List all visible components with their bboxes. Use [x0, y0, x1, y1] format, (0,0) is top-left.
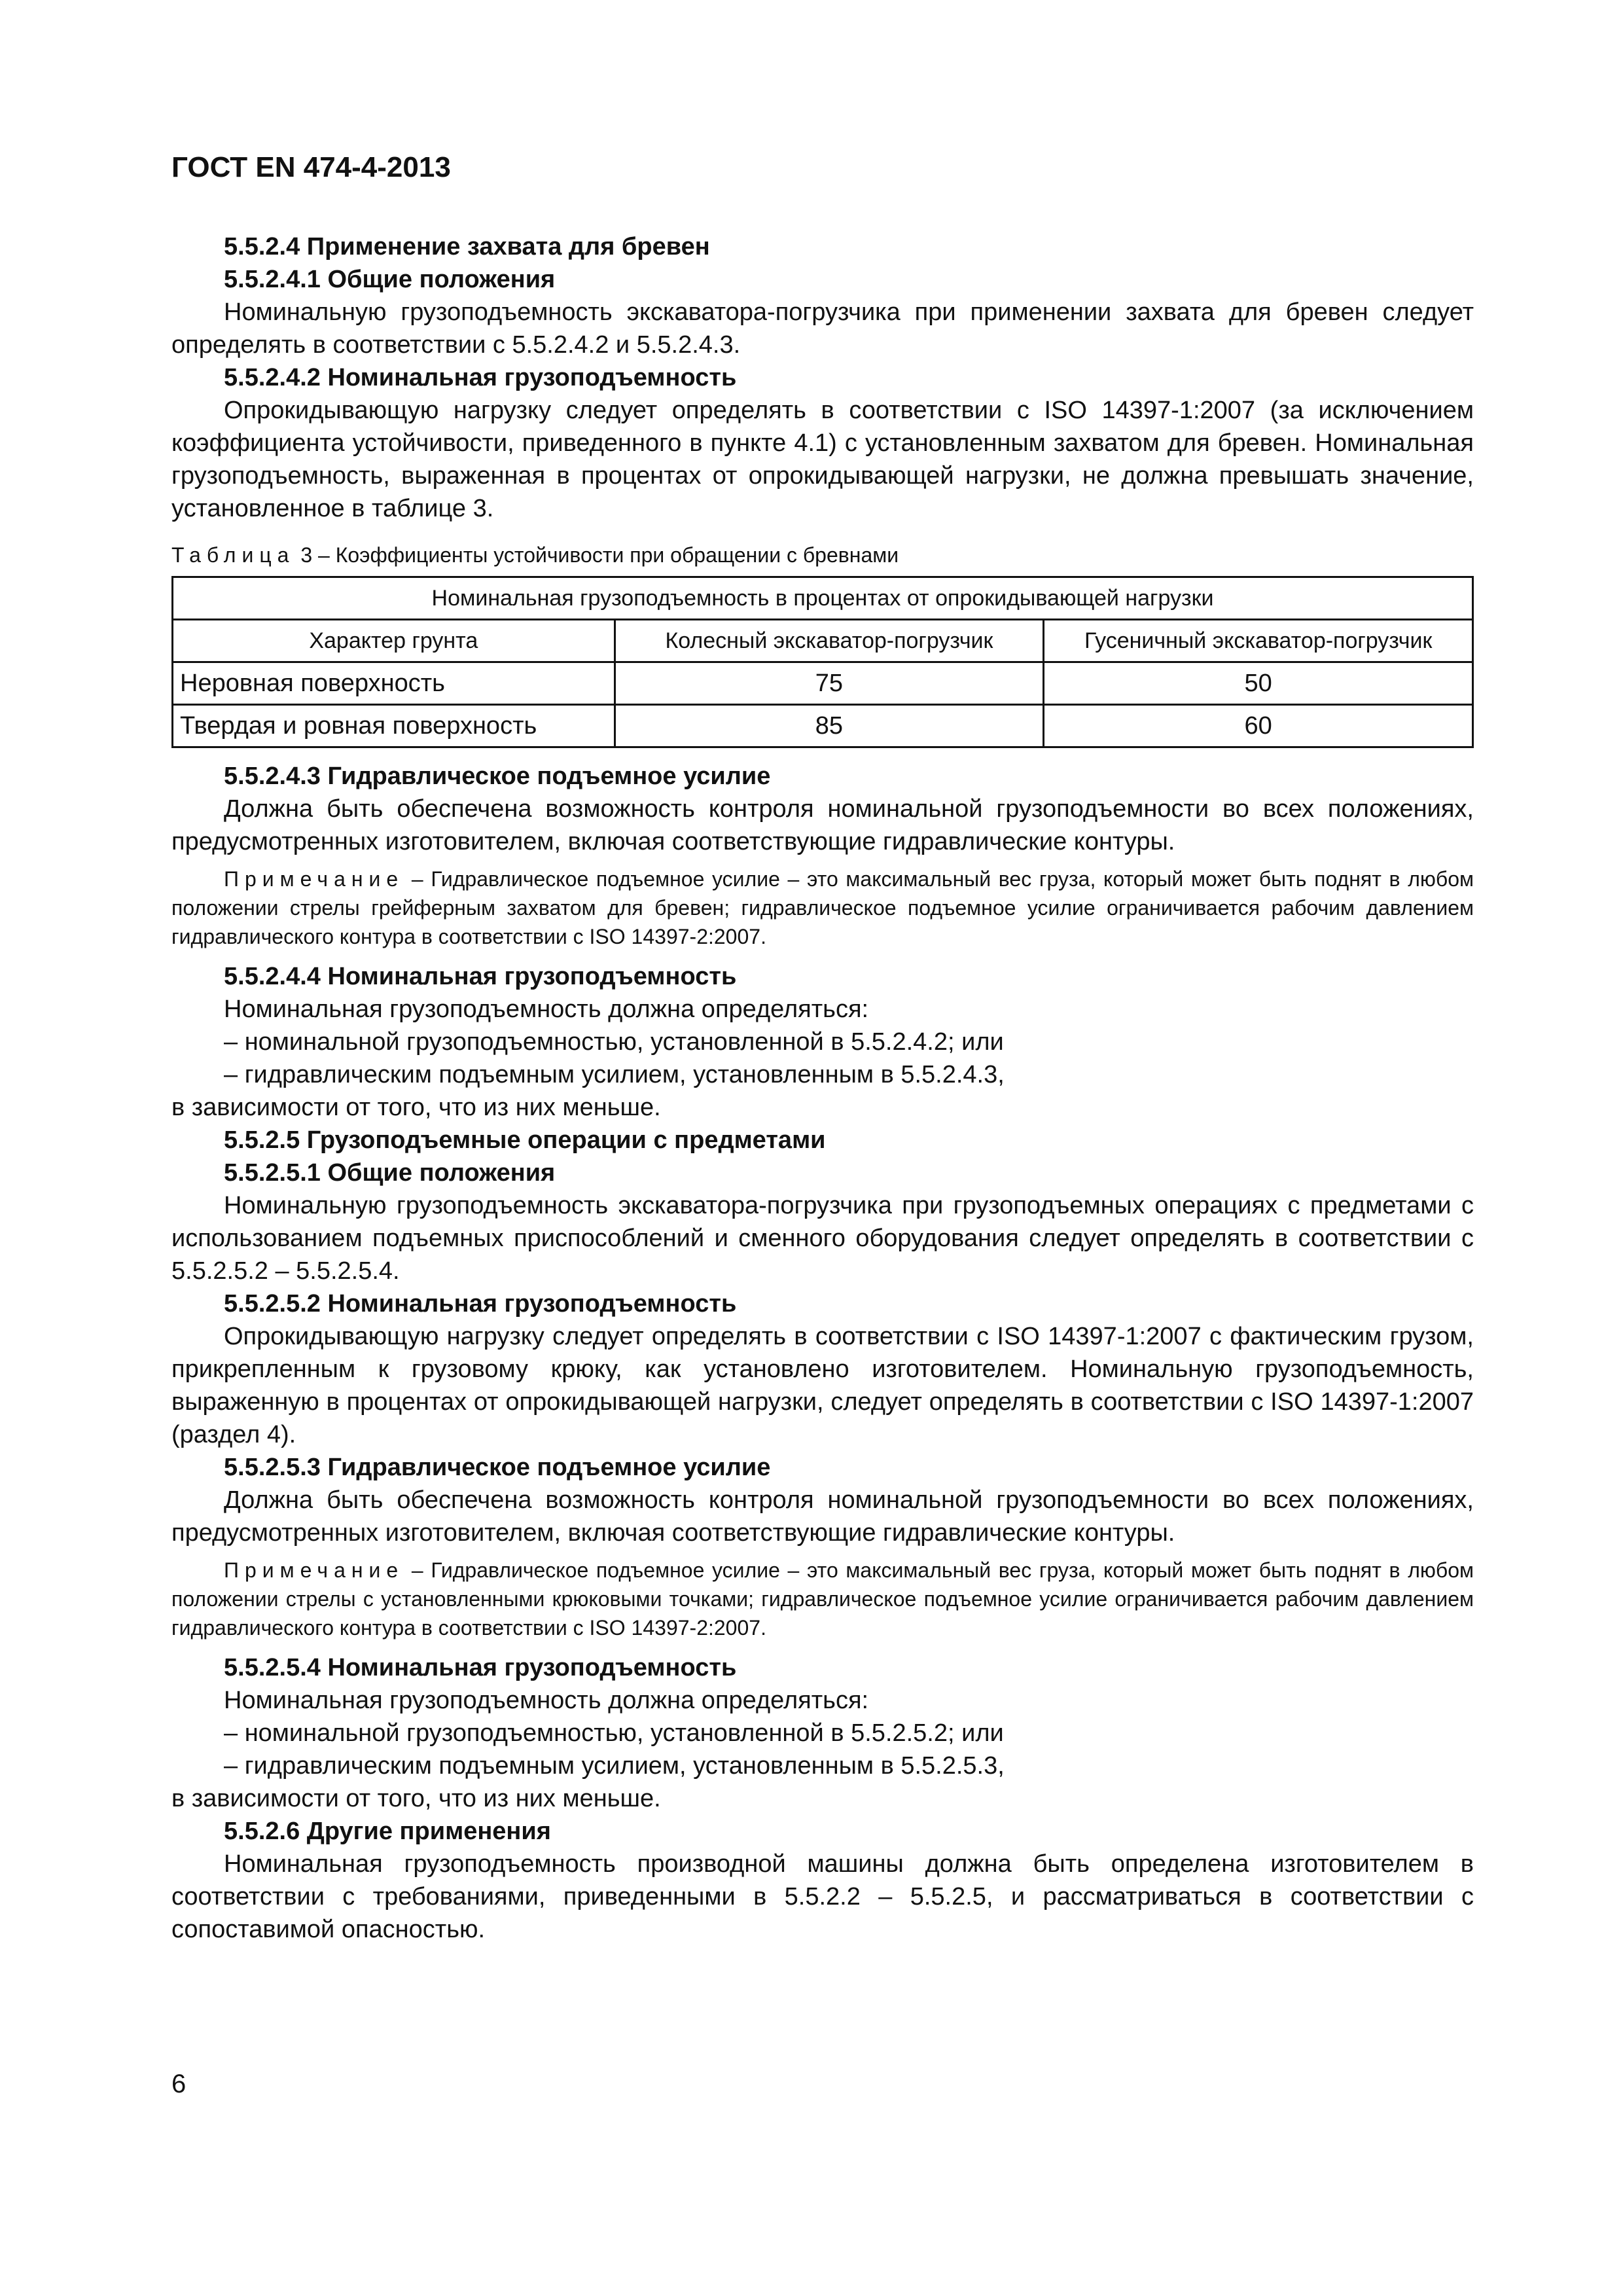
- subsection-heading: 5.5.2.5.4 Номинальная грузоподъемность: [224, 1654, 737, 1681]
- subsection-heading: 5.5.2.5.1 Общие положения: [224, 1159, 556, 1187]
- table-cell: 50: [1044, 662, 1473, 705]
- subsection-heading: 5.5.2.5.3 Гидравлическое подъемное усилие: [224, 1454, 771, 1481]
- note: [171, 1556, 1474, 1642]
- list-item: – номинальной грузоподъемностью, установленной в 5.5.2.4.2; или: [224, 1028, 1004, 1056]
- page-number: 6: [171, 2070, 187, 2098]
- section-5-5-2-4-4: [171, 960, 1474, 1124]
- subsection-heading: 5.5.2.4.2 Номинальная грузоподъемность: [224, 364, 737, 391]
- table-cell: 75: [615, 662, 1044, 705]
- table-header-row: [173, 620, 1473, 662]
- list-item: – гидравлическим подъемным усилием, установленным в 5.5.2.4.3,: [224, 1061, 1005, 1088]
- table-row: [173, 662, 1473, 705]
- table-cell: Твердая и ровная поверхность: [173, 705, 615, 747]
- table-cell: 85: [615, 705, 1044, 747]
- table-header-row: [173, 577, 1473, 620]
- paragraph: Опрокидывающую нагрузку следует определять в соответствии с ISO 14397-1:2007 (за исключением коэффициента устойчивости, приведенного в пункте 4.1) с установленным захватом для бревен. Номинальная грузоподъемность, выраженная в процентах от опрокидывающей нагрузки, не должна превышать значение, установленное в таблице 3.: [171, 397, 1474, 522]
- table-cell: 60: [1044, 705, 1473, 747]
- note-text: – Гидравлическое подъемное усилие – это максимальный вес груза, который может быть поднят в любом положении стрелы грейферным захватом для бревен; гидравлическое подъемное усилие ограничивается рабочим давлением гидравлического контура в соответствии с ISO 14397-2:2007.: [171, 867, 1474, 948]
- section-5-5-2-6: [171, 1815, 1474, 1946]
- section-heading: 5.5.2.6 Другие применения: [224, 1818, 551, 1845]
- section-heading: 5.5.2.4 Применение захвата для бревен: [224, 233, 710, 260]
- list-item: – номинальной грузоподъемностью, установленной в 5.5.2.5.2; или: [224, 1719, 1004, 1747]
- note-text: – Гидравлическое подъемное усилие – это максимальный вес груза, который может быть поднят в любом положении стрелы с установленными крюковыми точками; гидравлическое подъемное усилие ограничивается рабочим давлением гидравлического контура в соответствии с ISO 14397-2:2007.: [171, 1558, 1474, 1640]
- table-caption: [171, 541, 1474, 569]
- note-label: Примечание: [224, 1558, 404, 1582]
- paragraph: Номинальную грузоподъемность экскаватора-погрузчика при грузоподъемных операциях с предметами с использованием подъемных приспособлений и сменного оборудования следует определять в соответствии с 5.5.2.5.2 – 5.5.2.5.4.: [171, 1192, 1474, 1285]
- stability-table: [171, 576, 1474, 748]
- table-caption-text: 3 – Коэффициенты устойчивости при обращении с бревнами: [300, 543, 899, 567]
- paragraph: Номинальная грузоподъемность должна определяться:: [224, 1687, 869, 1714]
- subsection-heading: 5.5.2.5.2 Номинальная грузоподъемность: [224, 1290, 737, 1318]
- table-column-header: Колесный экскаватор-погрузчик: [615, 620, 1044, 662]
- subsection-heading: 5.5.2.4.3 Гидравлическое подъемное усилие: [224, 762, 771, 790]
- paragraph: Номинальную грузоподъемность экскаватора-погрузчика при применении захвата для бревен следует определять в соответствии с 5.5.2.4.2 и 5.5.2.4.3.: [171, 298, 1474, 359]
- paragraph: Должна быть обеспечена возможность контроля номинальной грузоподъемности во всех положениях, предусмотренных изготовителем, включая соответствующие гидравлические контуры.: [171, 1486, 1474, 1547]
- paragraph: в зависимости от того, что из них меньше.: [171, 1785, 661, 1812]
- paragraph: Номинальная грузоподъемность производной машины должна быть определена изготовителем в соответствии с требованиями, приведенными в 5.5.2.2 – 5.5.2.5, и рассматриваться в соответствии с сопоставимой опасностью.: [171, 1850, 1474, 1943]
- section-5-5-2-4-3: [171, 760, 1474, 951]
- paragraph: в зависимости от того, что из них меньше.: [171, 1094, 661, 1121]
- subsection-heading: 5.5.2.4.4 Номинальная грузоподъемность: [224, 963, 737, 990]
- list-item: – гидравлическим подъемным усилием, установленным в 5.5.2.5.3,: [224, 1752, 1005, 1780]
- table-column-header: Характер грунта: [173, 620, 615, 662]
- section-heading: 5.5.2.5 Грузоподъемные операции с предметами: [224, 1126, 826, 1154]
- subsection-heading: 5.5.2.4.1 Общие положения: [224, 266, 556, 293]
- note: [171, 865, 1474, 951]
- paragraph: Должна быть обеспечена возможность контроля номинальной грузоподъемности во всех положениях, предусмотренных изготовителем, включая соответствующие гидравлические контуры.: [171, 795, 1474, 855]
- section-5-5-2-5-4: [171, 1651, 1474, 1815]
- table-row: [173, 705, 1473, 747]
- table-column-header: Гусеничный экскаватор-погрузчик: [1044, 620, 1473, 662]
- paragraph: Опрокидывающую нагрузку следует определять в соответствии с ISO 14397-1:2007 с фактическим грузом, прикрепленным к грузовому крюку, как установлено изготовителем. Номинальную грузоподъемность, выраженную в процентах от опрокидывающей нагрузки, следует определять в соответствии с ISO 14397-1:2007 (раздел 4).: [171, 1323, 1474, 1448]
- table-cell: Неровная поверхность: [173, 662, 615, 705]
- table-caption-label: Таблица: [171, 543, 295, 567]
- section-5-5-2-4: [171, 230, 1474, 525]
- document-page: [171, 149, 1474, 1946]
- section-5-5-2-5: [171, 1124, 1474, 1642]
- note-label: Примечание: [224, 867, 404, 891]
- table-span-header: Номинальная грузоподъемность в процентах от опрокидывающей нагрузки: [173, 577, 1473, 620]
- document-header: ГОСТ EN 474-4-2013: [171, 151, 451, 183]
- paragraph: Номинальная грузоподъемность должна определяться:: [224, 996, 869, 1023]
